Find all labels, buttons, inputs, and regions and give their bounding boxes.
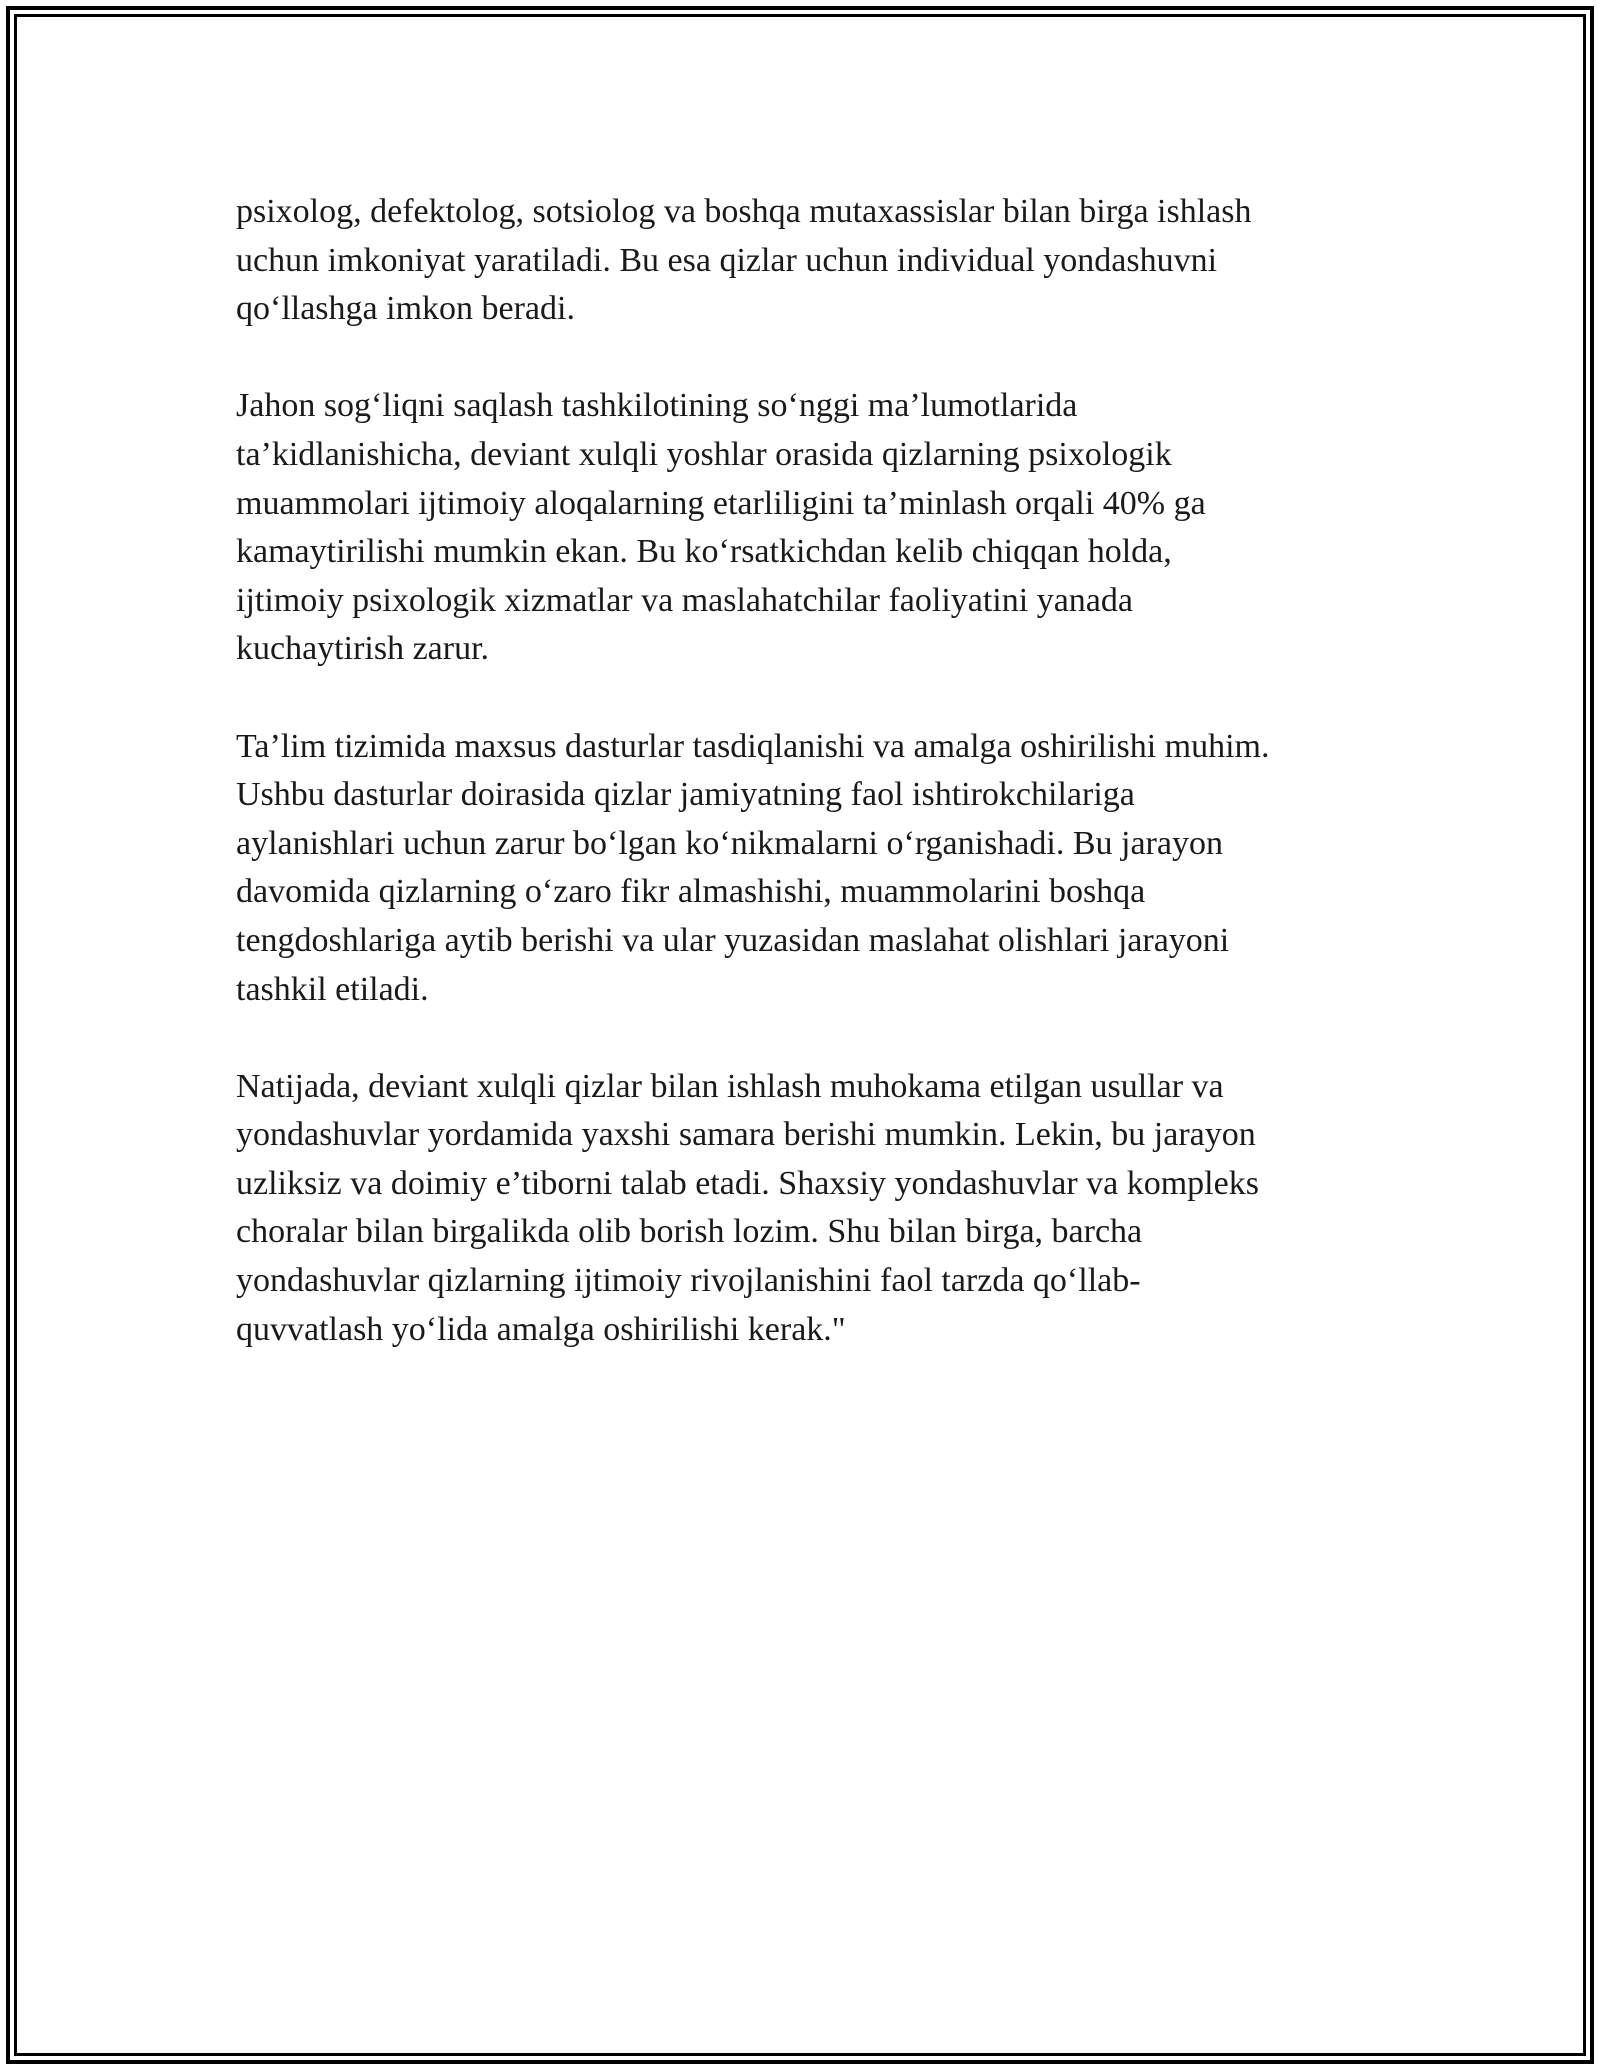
text-line: ijtimoiy psixologik xizmatlar va maslahatchilar faoliyatini yanada xyxy=(236,581,1133,619)
text-line: Ta’lim tizimida maxsus dasturlar tasdiqlanishi va amalga oshirilishi muhim. xyxy=(236,727,1270,765)
document-body xyxy=(236,188,1366,1403)
text-line: qo‘llashga imkon beradi. xyxy=(236,290,575,328)
text-line: Ushbu dasturlar doirasida qizlar jamiyatning faol ishtirokchilariga xyxy=(236,776,1135,814)
paragraph-2 xyxy=(236,382,1366,674)
text-line: uchun imkoniyat yaratiladi. Bu esa qizlar uchun individual yondashuvni xyxy=(236,241,1218,279)
text-line: psixolog, defektolog, sotsiolog va boshqa mutaxassislar bilan birga ishlash xyxy=(236,193,1252,230)
text-line: quvvatlash yo‘lida amalga oshirilishi kerak." xyxy=(236,1310,846,1348)
paragraph-3 xyxy=(236,723,1366,1015)
text-line: yondashuvlar yordamida yaxshi samara berishi mumkin. Lekin, bu jarayon xyxy=(236,1116,1256,1154)
text-line: ta’kidlanishicha, deviant xulqli yoshlar orasida qizlarning psixologik xyxy=(236,435,1172,473)
text-line: tengdoshlariga aytib berishi va ular yuzasidan maslahat olishlari jarayoni xyxy=(236,921,1230,959)
paragraph-1 xyxy=(236,188,1366,334)
text-line: davomida qizlarning o‘zaro fikr almashishi, muammolarini boshqa xyxy=(236,873,1146,911)
text-line: kamaytirilishi mumkin ekan. Bu ko‘rsatkichdan kelib chiqqan holda, xyxy=(236,533,1172,571)
text-line: uzliksiz va doimiy e’tiborni talab etadi. Shaxsiy yondashuvlar va kompleks xyxy=(236,1164,1259,1202)
text-line: tashkil etiladi. xyxy=(236,970,429,1008)
paragraph-4 xyxy=(236,1063,1366,1355)
text-line: Natijada, deviant xulqli qizlar bilan ishlash muhokama etilgan usullar va xyxy=(236,1067,1224,1105)
text-line: choralar bilan birgalikda olib borish lozim. Shu bilan birga, barcha xyxy=(236,1213,1143,1251)
text-line: muammolari ijtimoiy aloqalarning etarliligini ta’minlash orqali 40% ga xyxy=(236,484,1206,522)
text-line: yondashuvlar qizlarning ijtimoiy rivojlanishini faol tarzda qo‘llab- xyxy=(236,1262,1141,1300)
text-line: aylanishlari uchun zarur bo‘lgan ko‘nikmalarni o‘rganishadi. Bu jarayon xyxy=(236,824,1223,862)
text-line: kuchaytirish zarur. xyxy=(236,630,490,668)
text-line: Jahon sog‘liqni saqlash tashkilotining so‘nggi ma’lumotlarida xyxy=(236,387,1078,425)
